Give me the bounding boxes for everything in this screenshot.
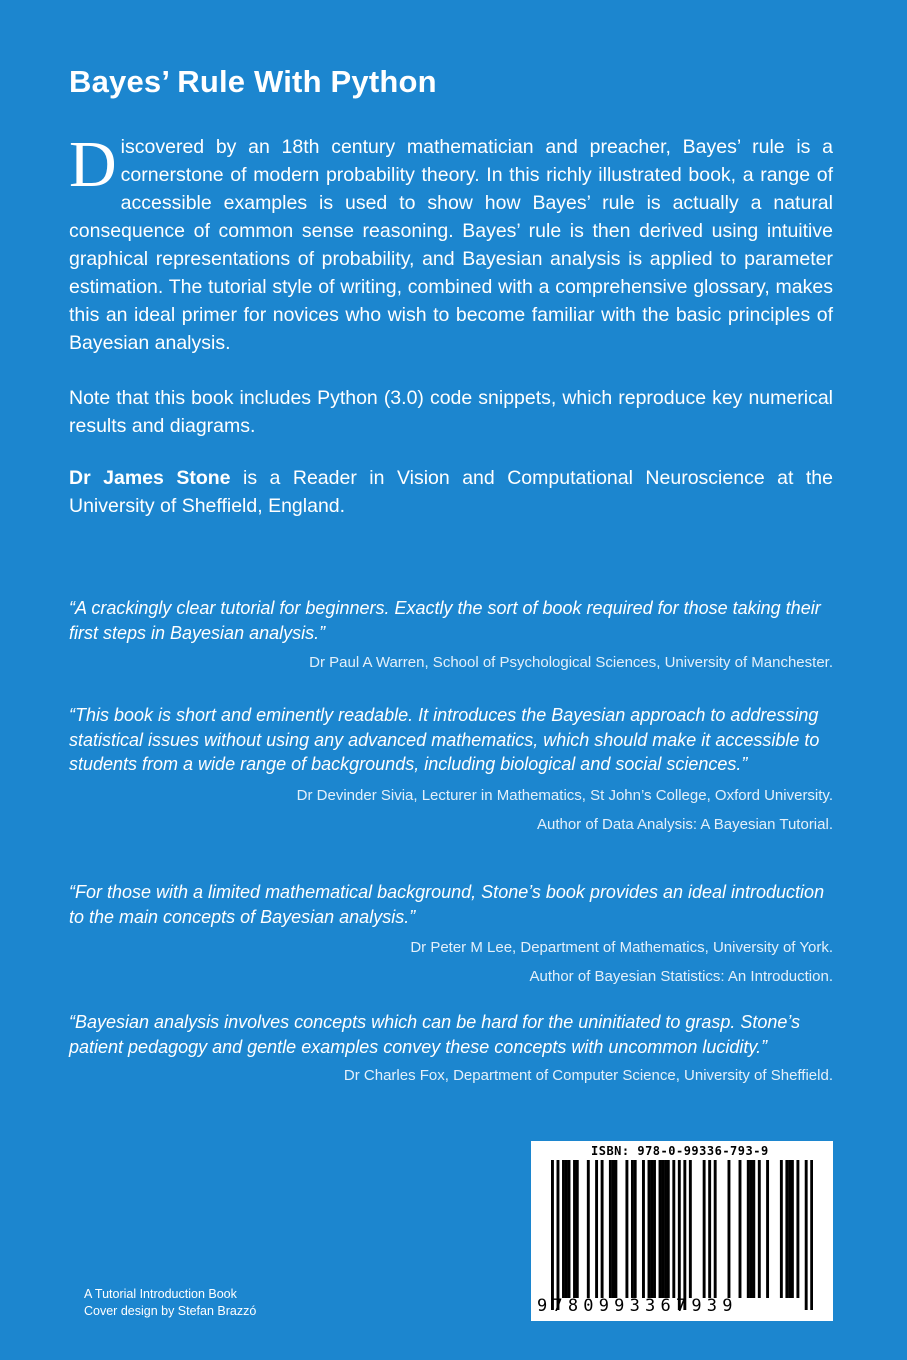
barcode-bar — [810, 1160, 813, 1310]
quote-text: “For those with a limited mathematical background, Stone’s book provides an ideal introduction to the main concepts of Bayesian analysis.” — [69, 882, 825, 927]
quote-attribution-book: Author of Data Analysis: A Bayesian Tutorial. — [536, 815, 833, 833]
barcode-bar — [714, 1160, 717, 1298]
barcode-bar — [758, 1160, 761, 1298]
barcode-bar — [664, 1160, 667, 1298]
quote-attribution: Dr Peter M Lee, Department of Mathematics, University of York. — [410, 939, 833, 956]
review-quote — [69, 596, 833, 673]
description-text: iscovered by an 18th century mathematician and preacher, Bayes’ rule is a cornerstone of modern probability theory. In this richly illustrated book, a range of accessible examples is used to show how Bayes’ rule is actually a natural consequence of common sense reasoning. Bayes’ rule is then derived using intuitive graphical representations of probability, and Bayesian analysis is applied to parameter estimation. The tutorial style of writing, combined with a comprehensive glossary, makes this an ideal primer for novices who wish to become familiar with the basic principles of Bayesian analysis. — [69, 136, 833, 354]
quote-attribution: Dr Paul A Warren, School of Psychological Sciences, University of Manchester. — [309, 654, 833, 671]
cover-credits — [84, 1286, 256, 1320]
barcode-bar — [595, 1160, 598, 1298]
barcode-bar — [576, 1160, 579, 1298]
barcode-bar — [648, 1160, 651, 1298]
barcode-bar — [551, 1160, 554, 1310]
quote-text: “A crackingly clear tutorial for beginners. Exactly the sort of book required for those taking their first steps in Bayesian analysis.” — [69, 598, 821, 643]
author-name: Dr James Stone — [69, 467, 231, 489]
barcode-bar — [766, 1160, 769, 1298]
barcode-bar — [661, 1160, 664, 1298]
barcode-bar — [573, 1160, 576, 1298]
barcode-bar — [631, 1160, 634, 1298]
barcode-bar — [625, 1160, 628, 1298]
barcode-bar — [667, 1160, 670, 1298]
barcode-bar — [562, 1160, 565, 1298]
quote-attribution: Dr Devinder Sivia, Lecturer in Mathematics, St John’s College, Oxford University. — [296, 786, 833, 804]
barcode-bar — [805, 1160, 808, 1310]
series-label: A Tutorial Introduction Book — [84, 1287, 237, 1301]
book-title: Bayes’ Rule With Python — [69, 64, 437, 99]
barcode-bar — [791, 1160, 794, 1298]
barcode-bar — [683, 1160, 686, 1310]
review-quote — [69, 703, 833, 835]
barcode-bar — [689, 1160, 692, 1298]
drop-cap: D — [69, 128, 117, 201]
barcode-bar — [557, 1160, 560, 1310]
barcode-bar — [653, 1160, 656, 1298]
barcode-bar — [601, 1160, 604, 1298]
barcode-bar — [796, 1160, 799, 1298]
barcode-bar — [747, 1160, 750, 1298]
barcode-bar — [788, 1160, 791, 1298]
author-bio-paragraph — [69, 464, 833, 520]
barcode-bar — [739, 1160, 742, 1298]
barcode-bar — [614, 1160, 617, 1298]
description-paragraph — [69, 128, 833, 357]
barcode-bar — [568, 1160, 571, 1298]
review-quote — [69, 880, 833, 987]
barcode-bar — [708, 1160, 711, 1298]
review-quote — [69, 1010, 833, 1086]
barcode-bar — [650, 1160, 653, 1298]
quote-attribution-book: Author of Bayesian Statistics: An Introduction. — [529, 968, 833, 985]
barcode-bar — [565, 1160, 568, 1298]
barcode-bar — [728, 1160, 731, 1298]
barcode-bar — [609, 1160, 612, 1298]
isbn-barcode — [531, 1141, 833, 1321]
barcode-bar — [672, 1160, 675, 1298]
barcode-bar — [659, 1160, 662, 1298]
quote-attribution: Dr Charles Fox, Department of Computer Science, University of Sheffield. — [343, 1067, 833, 1084]
barcode-bar — [703, 1160, 706, 1298]
barcode-bar — [752, 1160, 755, 1298]
cover-design-credit: Cover design by Stefan Brazzó — [84, 1304, 257, 1318]
barcode-bar — [780, 1160, 783, 1298]
barcode-bar — [612, 1160, 615, 1298]
author-bio-text: is a Reader in Vision and Computational Neuroscience at the University of Sheffield, England. — [69, 467, 833, 517]
ean-digits: 9780993367939 — [537, 1296, 738, 1316]
python-note-paragraph: Note that this book includes Python (3.0) code snippets, which reproduce key numerical results and diagrams. — [69, 387, 833, 437]
barcode-bar — [634, 1160, 637, 1298]
barcode-bar — [678, 1160, 681, 1310]
barcode-bar — [587, 1160, 590, 1298]
barcode-bars — [551, 1160, 813, 1310]
isbn-label: ISBN: 978-0-99336-793-9 — [591, 1144, 769, 1158]
quote-text: “Bayesian analysis involves concepts which can be hard for the uninitiated to grasp. Stone’s patient pedagogy and gentle examples convey these concepts with uncommon lucidity.” — [69, 1012, 801, 1057]
barcode-bar — [750, 1160, 753, 1298]
barcode-bar — [642, 1160, 645, 1298]
barcode-bar — [785, 1160, 788, 1298]
quote-text: “This book is short and eminently readable. It introduces the Bayesian approach to addressing statistical issues without using any advanced mathematics, which should make it accessible to students from a wide range of backgrounds, including biological and social sciences.” — [69, 705, 820, 774]
